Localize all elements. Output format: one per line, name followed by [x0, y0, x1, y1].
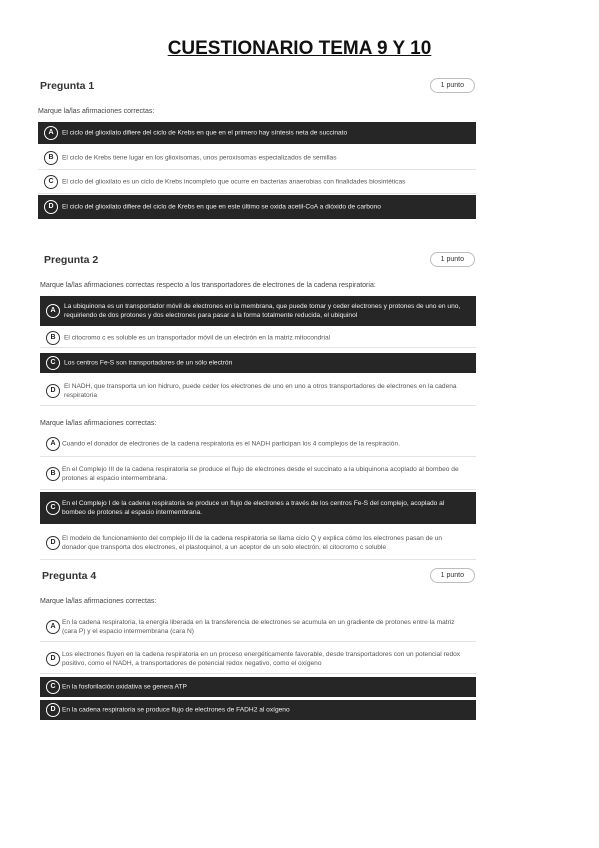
option-letter-badge: D [46, 652, 60, 666]
question-title: Pregunta 1 [40, 80, 95, 92]
option-letter-badge: D [46, 703, 60, 717]
question-block [0, 250, 599, 420]
option-letter-badge: C [44, 175, 58, 189]
option-text: Cuando el donador de electrones de la cadena respiratoria es el NADH participan los 4 complejos de la respiración. [62, 440, 400, 448]
answer-option-d[interactable] [40, 526, 476, 560]
option-text: El ciclo del glioxilato difiere del ciclo de Krebs en que en este último se oxida acetil-CoA a dióxido de carbono [62, 203, 381, 211]
option-text: Los centros Fe-S son transportadores de un sólo electrón [64, 359, 233, 367]
question-block [0, 566, 599, 736]
option-letter-badge: C [46, 356, 60, 370]
points-badge: 1 punto [430, 78, 475, 93]
answer-option-c[interactable] [40, 492, 476, 524]
option-text: El ciclo de Krebs tiene lugar en los glioxisomas, unos peroxisomas especializados de semillas [62, 154, 337, 161]
question-instruction: Marque la/las afirmaciones correctas: [38, 108, 155, 115]
option-letter-badge: C [46, 501, 60, 515]
question-instruction: Marque la/las afirmaciones correctas respecto a los transportadores de electrones de la cadena respiratoria: [40, 282, 376, 289]
option-text: En el Complejo I de la cadena respiratoria se produce un flujo de electrones a través de los centros Fe-S del complejo, acoplado al bombeo de protones al espacio intermembrana. [62, 500, 445, 516]
document-title: CUESTIONARIO TEMA 9 Y 10 [167, 38, 432, 59]
answer-option-c[interactable] [40, 677, 476, 697]
option-letter-badge: A [46, 304, 60, 318]
answer-option-a[interactable] [40, 432, 476, 457]
answer-option-b[interactable] [40, 458, 476, 490]
option-text: La ubiquinona es un transportador móvil de electrones en la membrana, que puede tomar y ceder electrones y protones de uno en uno, requiriendo de dos protones y dos electrones para pasar a la forma totalmente reducida, el ubiquinol [64, 303, 461, 319]
option-text: En la cadena respiratoria se produce flujo de electrones de FADH2 al oxígeno [62, 706, 290, 714]
points-badge: 1 punto [430, 252, 475, 267]
answer-option-d[interactable] [40, 700, 476, 720]
question-instruction: Marque la/las afirmaciones correctas: [40, 598, 157, 605]
question-block [0, 76, 599, 246]
option-text: El NADH, que transporta un ion hidruro, puede ceder los electrones de uno en uno a otros transportadores de electrones en la cadena respiratoria [64, 382, 457, 399]
question-title: Pregunta 4 [42, 570, 97, 582]
option-text: El citocromo c es soluble es un transportador móvil de un electrón en la matriz mitocondrial [64, 334, 331, 341]
option-letter-badge: A [44, 126, 58, 140]
option-text: El ciclo del glioxilato difiere del ciclo de Krebs en que en el primero hay síntesis neta de succinato [62, 129, 348, 137]
option-letter-badge: A [46, 620, 60, 634]
option-letter-badge: D [46, 384, 60, 398]
answer-option-a[interactable] [40, 296, 476, 326]
points-badge: 1 punto [430, 568, 475, 583]
question-block [0, 400, 599, 570]
option-letter-badge: B [44, 151, 58, 165]
question-title: Pregunta 2 [44, 254, 99, 266]
option-text: En la cadena respiratoria, la energía liberada en la transferencia de electrones se acumula en un gradiente de protones entre la matriz (cara P) y el espacio intermembrana (cara N) [62, 618, 455, 635]
answer-option-c[interactable] [38, 170, 476, 194]
option-text: El ciclo del glioxilato es un ciclo de Krebs incompleto que ocurre en bacterias anaerobias con finalidades biosintéticas [62, 178, 406, 185]
answer-option-d[interactable] [40, 644, 476, 674]
option-letter-badge: D [46, 536, 60, 550]
answer-option-b[interactable] [40, 328, 476, 348]
answer-option-c[interactable] [40, 353, 476, 373]
option-text: En el Complejo III de la cadena respiratoria se produce el flujo de electrones desde el succinato a la ubiquinona acoplado al bombeo de protones al espacio intermembrana. [62, 465, 459, 482]
option-letter-badge: A [46, 437, 60, 451]
option-letter-badge: C [46, 680, 60, 694]
option-letter-badge: B [46, 331, 60, 345]
question-instruction: Marque la/las afirmaciones correctas: [40, 420, 157, 427]
option-text: El modelo de funcionamiento del complejo III de la cadena respiratoria se llama ciclo Q y explica cómo los electrones pasan de un donador que transporta dos electrones, el plastoquinol, a un aceptor de un solo electrón, el citocromo c soluble [62, 534, 443, 551]
option-text: Los electrones fluyen en la cadena respiratoria en un proceso energéticamente favorable, desde transportadores con un potencial redox positivo, como el NADH, a transportadores de potencial redox negativo, como el oxígeno [62, 650, 461, 667]
option-letter-badge: D [44, 200, 58, 214]
option-letter-badge: B [46, 467, 60, 481]
option-text: En la fosforilación oxidativa se genera ATP [62, 683, 187, 691]
answer-option-d[interactable] [38, 195, 476, 219]
answer-option-a[interactable] [40, 612, 476, 642]
answer-option-b[interactable] [38, 146, 476, 170]
answer-option-a[interactable] [38, 122, 476, 144]
